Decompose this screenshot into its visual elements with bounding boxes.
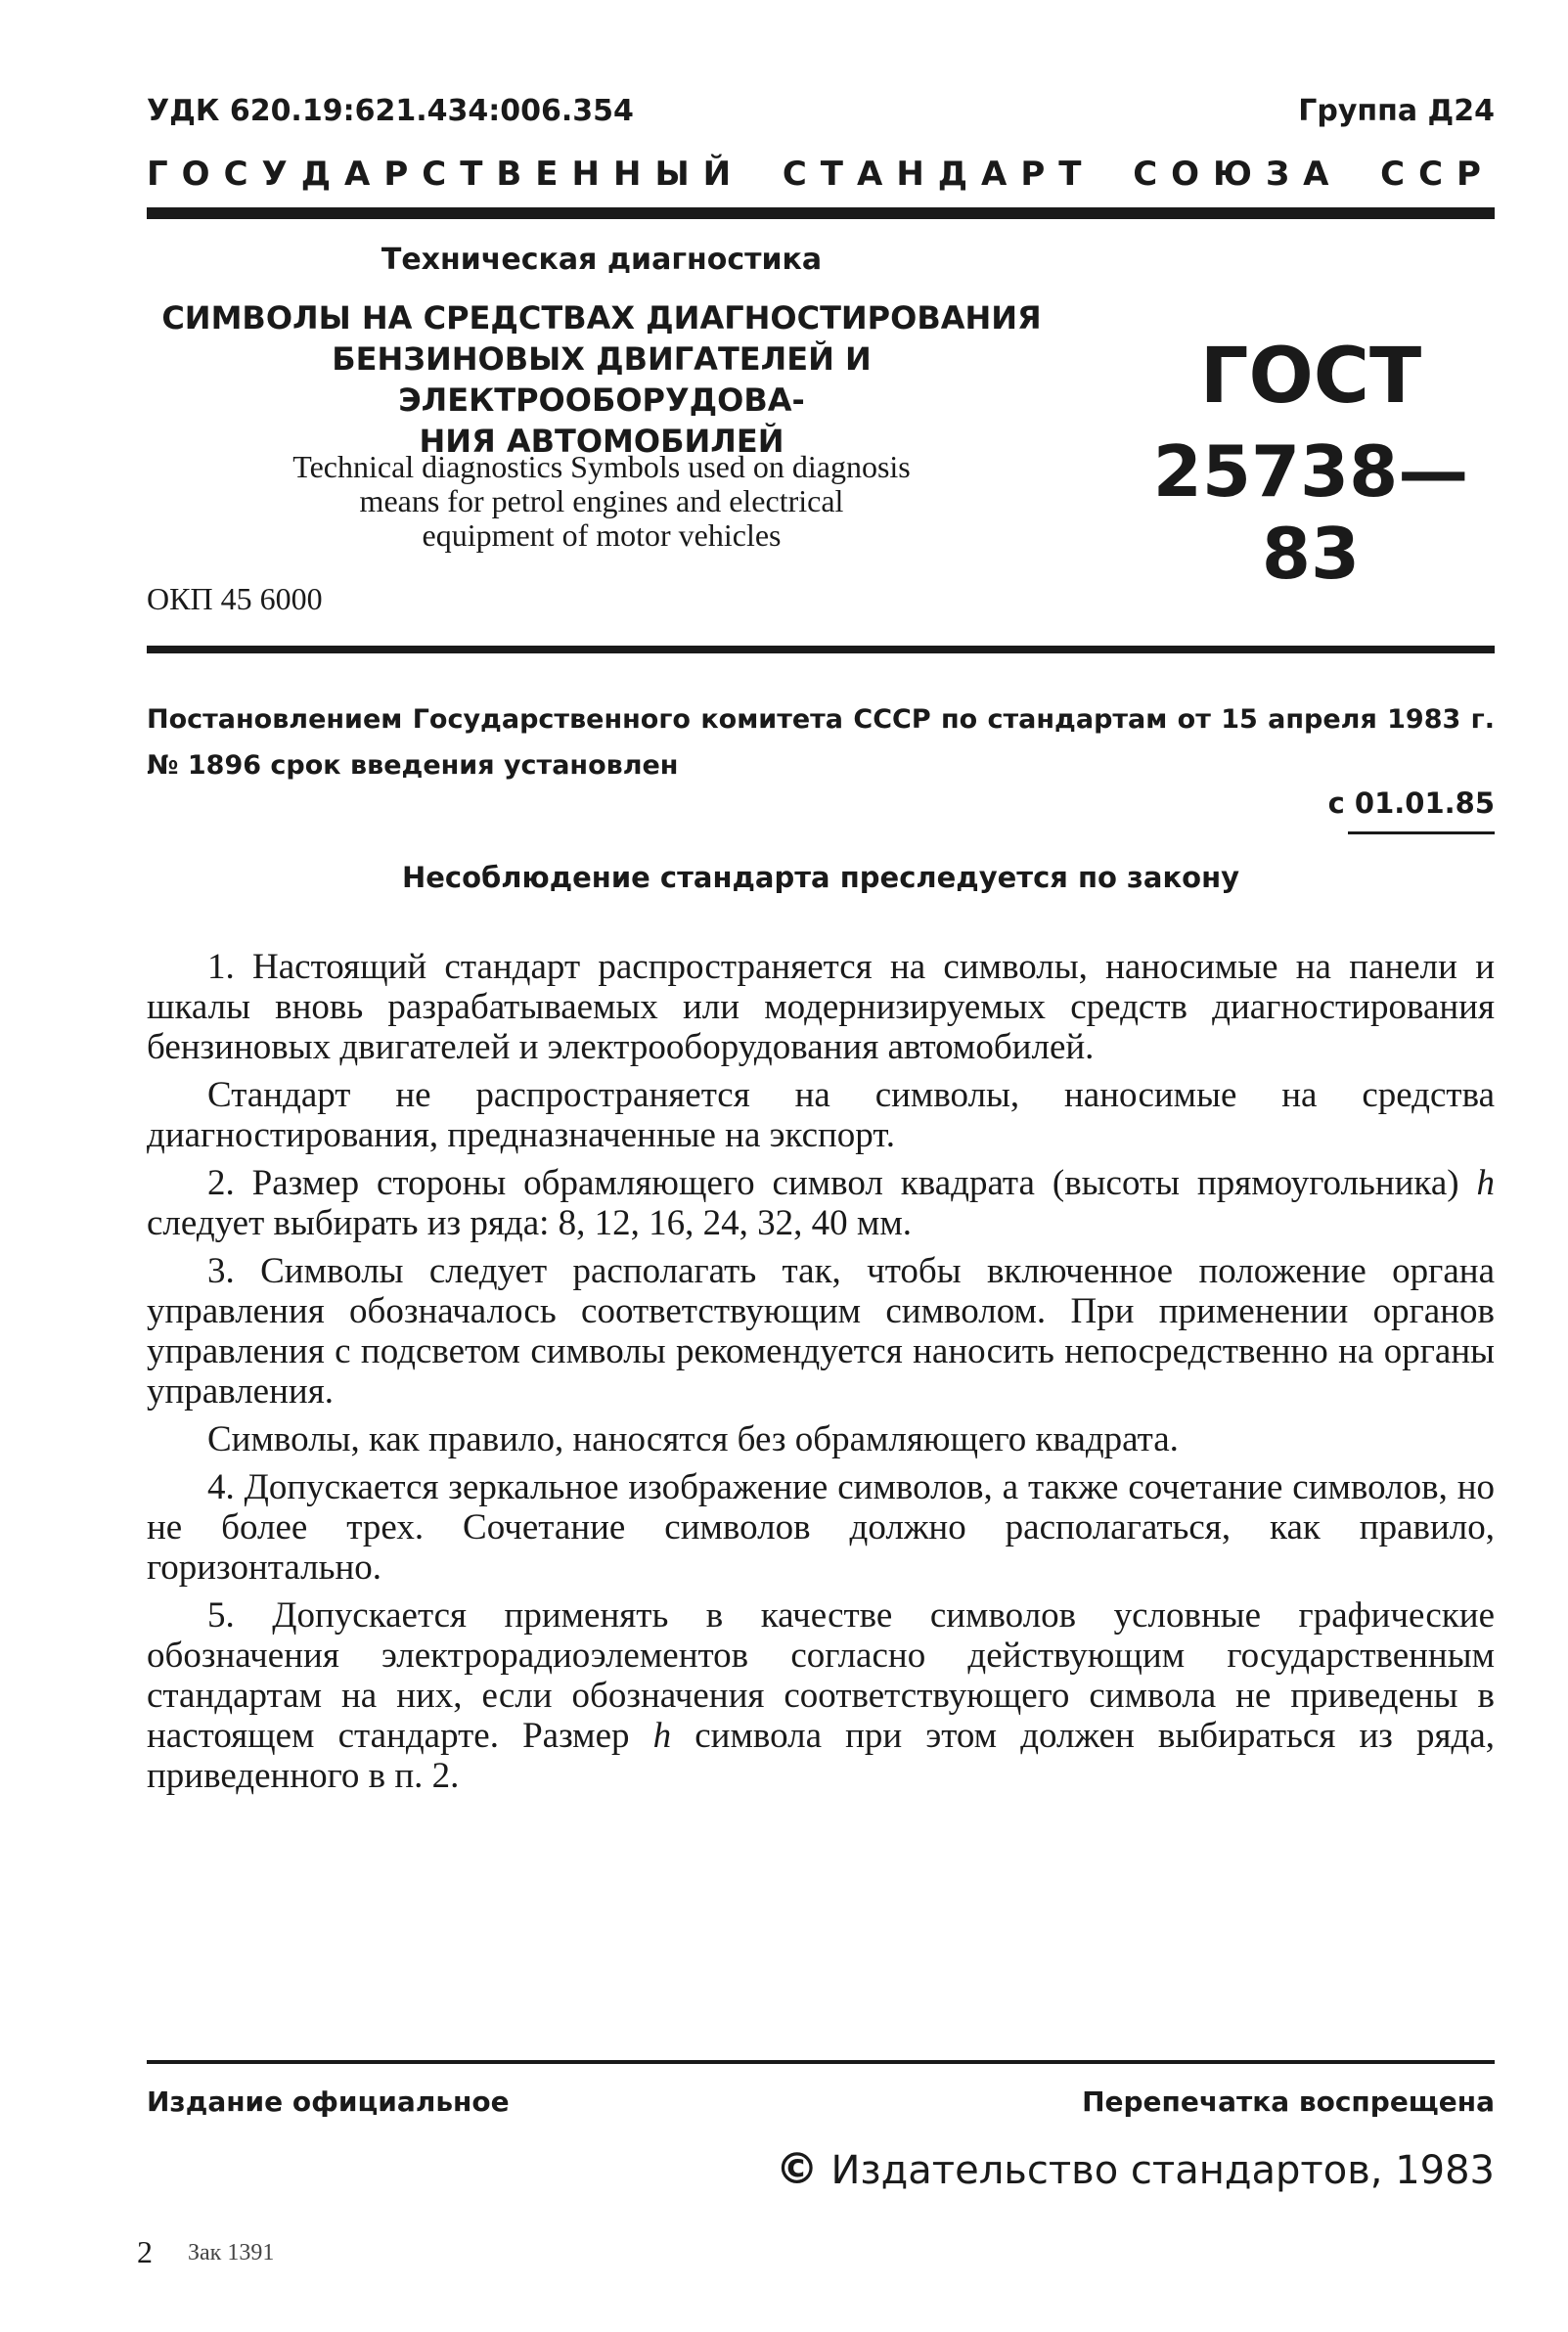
variable-h: h — [1476, 1163, 1495, 1203]
body-paragraph: 3. Символы следует располагать так, чтобы включенное положение органа управления обозначалось соответствующим символом. При применении органов управления с подсветом символы рекомендуется наносить непосредственно на органы управления. — [147, 1251, 1495, 1412]
copyright-icon: © — [775, 2144, 819, 2194]
decree-text: Постановлением Государственного комитета СССР по стандартам от 15 апреля 1983 г. № 1896 срок введения установлен — [147, 704, 1495, 781]
title-ru-line: НИЯ АВТОМОБИЛЕЙ — [419, 423, 784, 460]
gost-number: 25738—83 — [1152, 430, 1469, 595]
footer-rule — [147, 2060, 1495, 2064]
publisher — [776, 2144, 1495, 2194]
udk-code: УДК 620.19:621.434:006.354 — [147, 94, 634, 128]
title-ru — [147, 297, 1056, 462]
state-standard-word: ССР — [1380, 155, 1495, 194]
body-text-run: 5. Допускается применять в качестве символов условные графические обозначения электрорадиоэлементов согласно действующим государственным стандартам на них, если обозначения соответствующего символа не приведены в настоящем стандарте. Размер — [147, 1595, 1495, 1756]
effective-date: с 01.01.85 — [1327, 786, 1495, 820]
body-paragraph: Стандарт не распространяется на символы, наносимые на средства диагностирования, предназначенные на экспорт. — [147, 1075, 1495, 1155]
effective-date-rule — [1348, 831, 1495, 834]
title-en-line: Technical diagnostics Symbols used on diagnosis — [292, 449, 911, 484]
variable-h: h — [652, 1716, 672, 1756]
publisher-name: Издательство стандартов, 1983 — [830, 2148, 1495, 2193]
body-text-run: символа при этом должен выбираться из ряда, приведенного в п. 2. — [147, 1716, 1495, 1796]
subject-heading: Техническая диагностика — [381, 243, 823, 277]
okp-code: ОКП 45 6000 — [147, 581, 323, 616]
gost-label: ГОСТ — [1199, 333, 1422, 421]
title-en — [147, 450, 1056, 553]
reprint-notice: Перепечатка воспрещена — [1082, 2085, 1495, 2118]
standard-body — [147, 947, 1495, 1804]
state-standard-word: ГОСУДАРСТВЕННЫЙ — [147, 155, 745, 194]
body-paragraph — [147, 1595, 1495, 1796]
title-rule — [147, 646, 1495, 653]
title-ru-line: БЕНЗИНОВЫХ ДВИГАТЕЛЕЙ И ЭЛЕКТРООБОРУДОВА- — [332, 340, 872, 419]
state-standard-word: СОЮЗА — [1133, 155, 1343, 194]
title-en-line: means for petrol engines and electrical — [359, 483, 844, 518]
body-paragraph: 1. Настоящий стандарт распространяется на символы, наносимые на панели и шкалы вновь разрабатываемых или модернизируемых средств диагностирования бензиновых двигателей и электрооборудования автомобилей. — [147, 947, 1495, 1067]
body-paragraph: Символы, как правило, наносятся без обрамляющего квадрата. — [207, 1419, 1179, 1459]
body-text-run: 2. Размер стороны обрамляющего символ квадрата (высоты прямоугольника) — [207, 1163, 1477, 1203]
violation-notice: Несоблюдение стандарта преследуется по закону — [401, 861, 1240, 894]
state-standard-word: СТАНДАРТ — [782, 155, 1096, 194]
group-code: Группа Д24 — [1298, 94, 1495, 128]
order-number: Зак 1391 — [188, 2240, 275, 2265]
body-paragraph — [147, 1163, 1495, 1243]
body-paragraph: 4. Допускается зеркальное изображение символов, а также сочетание символов, но не более трех. Сочетание символов должно располагаться, как правило, горизонтально. — [147, 1467, 1495, 1588]
title-en-line: equipment of motor vehicles — [422, 517, 782, 553]
state-standard-heading — [147, 155, 1495, 194]
official-edition: Издание официальное — [147, 2085, 510, 2118]
header-rule — [147, 207, 1495, 219]
page-number: 2 — [137, 2234, 153, 2269]
body-text-run: следует выбирать из ряда: 8, 12, 16, 24, 32, 40 мм. — [147, 1203, 913, 1243]
title-ru-line: СИМВОЛЫ НА СРЕДСТВАХ ДИАГНОСТИРОВАНИЯ — [161, 299, 1042, 336]
